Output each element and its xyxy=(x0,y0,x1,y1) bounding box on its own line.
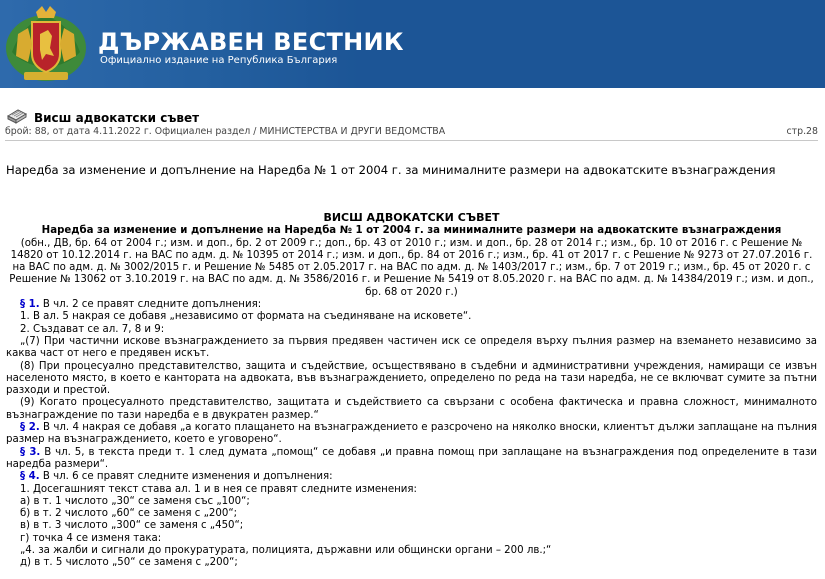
paragraph: 1. В ал. 5 накрая се добавя „независимо от формата на съединяване на исковете“. xyxy=(20,311,472,323)
document-title: Наредба за изменение и допълнение на Наредба № 1 от 2004 г. за минималните размери на адвокатските възнаграждения xyxy=(6,163,776,177)
publication-history: (обн., ДВ, бр. 64 от 2004 г.; изм. и доп., бр. 2 от 2009 г.; доп., бр. 43 от 2010 г.; изм. и доп., бр. 28 от 2014 г.; изм., бр. 10 от 2016 г. с Решение № 14820 от 10.12.2014 г. на ВАС по адм. д. № 10395 от 2014 г.; изм. и доп., бр. 84 от 2016 г.; изм., бр. 41 от 2017 г. с Решение № 9273 от 27.07.2016 г. на ВАС по адм. д. № 3002/2015 г. и Решение № 5485 от 2.05.2017 г. на ВАС по адм. д. № 1403/2017 г.; изм., бр. 7 от 2019 г.; изм., бр. 45 от 2020 г. с Решение № 13062 от 3.10.2019 г. на ВАС по адм. д. № 3586/2016 г. и Решение № 5419 от 8.05.2020 г. на ВАС по адм. д. № 14384/2019 г.; изм. и доп., бр. 68 от 2020 г.) xyxy=(9,237,814,298)
paragraph: д) в т. 5 числото „50“ се заменя с „200“; xyxy=(20,557,238,569)
paragraph: (9) Когато процесуалното представителство, защитата и съдействието са свързани с особена фактическа и правна сложност, минималното възнаграждение по тази наредба е в двукратен размер.“ xyxy=(6,397,817,421)
section-4-text: В чл. 6 се правят следните изменения и допълнения: xyxy=(39,471,333,483)
document-body xyxy=(6,212,817,570)
coat-of-arms-icon xyxy=(2,4,90,86)
paragraph: 1. Досегашният текст става ал. 1 и в нея се правят следните изменения: xyxy=(20,483,417,495)
issuer-name: Висш адвокатски съвет xyxy=(34,111,200,125)
site-header xyxy=(0,0,825,88)
issue-info: брой: 88, от дата 4.11.2022 г. Официален раздел / МИНИСТЕРСТВА И ДРУГИ ВЕДОМСТВА xyxy=(5,126,446,137)
issue-meta xyxy=(5,126,818,141)
act-heading: Наредба за изменение и допълнение на Наредба № 1 от 2004 г. за минималните размери на адвокатските възнаграждения xyxy=(41,225,782,237)
section-3-text: В чл. 5, в текста преди т. 1 след думата „помощ“ се добавя „и правна помощ при заплащане на възнаграждения под определените в тази наредба размери“. xyxy=(6,446,817,470)
site-subtitle: Официално издание на Република България xyxy=(100,55,338,66)
page-number: стр.28 xyxy=(786,126,818,137)
section-1 xyxy=(6,299,817,311)
section-3 xyxy=(6,447,817,472)
section-1-text: В чл. 2 се правят следните допълнения: xyxy=(39,299,262,311)
paragraph: (8) При процесуално представителство, защита и съдействие, осъществявано в съдебни и административни учреждения, намиращи се извън населеното място, в което е кантората на адвоката, във възнаграждението, определено по реда на тази наредба, не се включват сумите за пътни разходи и престой. xyxy=(6,360,817,397)
site-title[interactable]: ДЪРЖАВЕН ВЕСТНИК xyxy=(98,28,404,56)
issuing-body: ВИСШ АДВОКАТСКИ СЪВЕТ xyxy=(323,211,500,224)
paragraph: „4. за жалби и сигнали до прокуратурата, полицията, държавни или общински органи – 200 лв.;“ xyxy=(20,545,552,557)
section-1-number[interactable]: § 1. xyxy=(20,299,40,311)
paragraph: б) в т. 2 числото „60“ се заменя с „200“; xyxy=(20,508,238,520)
section-2-number[interactable]: § 2. xyxy=(20,422,40,434)
section-3-number[interactable]: § 3. xyxy=(20,446,41,458)
section-4 xyxy=(6,471,817,483)
paragraph: „(7) При частични искове възнаграждението за първия предявен частичен иск се определя върху пълния размер на вземането независимо за каква част от него е предявен искът. xyxy=(6,335,817,360)
paragraph: а) в т. 1 числото „30“ се заменя със „100“; xyxy=(20,495,250,507)
paragraph: 2. Създават се ал. 7, 8 и 9: xyxy=(20,323,165,335)
section-2 xyxy=(6,422,817,447)
paragraph: в) в т. 3 числото „300“ се заменя с „450“; xyxy=(20,520,244,532)
section-4-number[interactable]: § 4. xyxy=(20,471,40,483)
paragraph: г) точка 4 се изменя така: xyxy=(20,532,162,544)
section-2-text: В чл. 4 накрая се добавя „а когато плащането на възнаграждението е разсрочено на няколко вноски, клиентът дължи заплащане на пълния размер на възнаграждението, което е уговорено“. xyxy=(6,422,818,446)
document-icon xyxy=(6,106,28,126)
